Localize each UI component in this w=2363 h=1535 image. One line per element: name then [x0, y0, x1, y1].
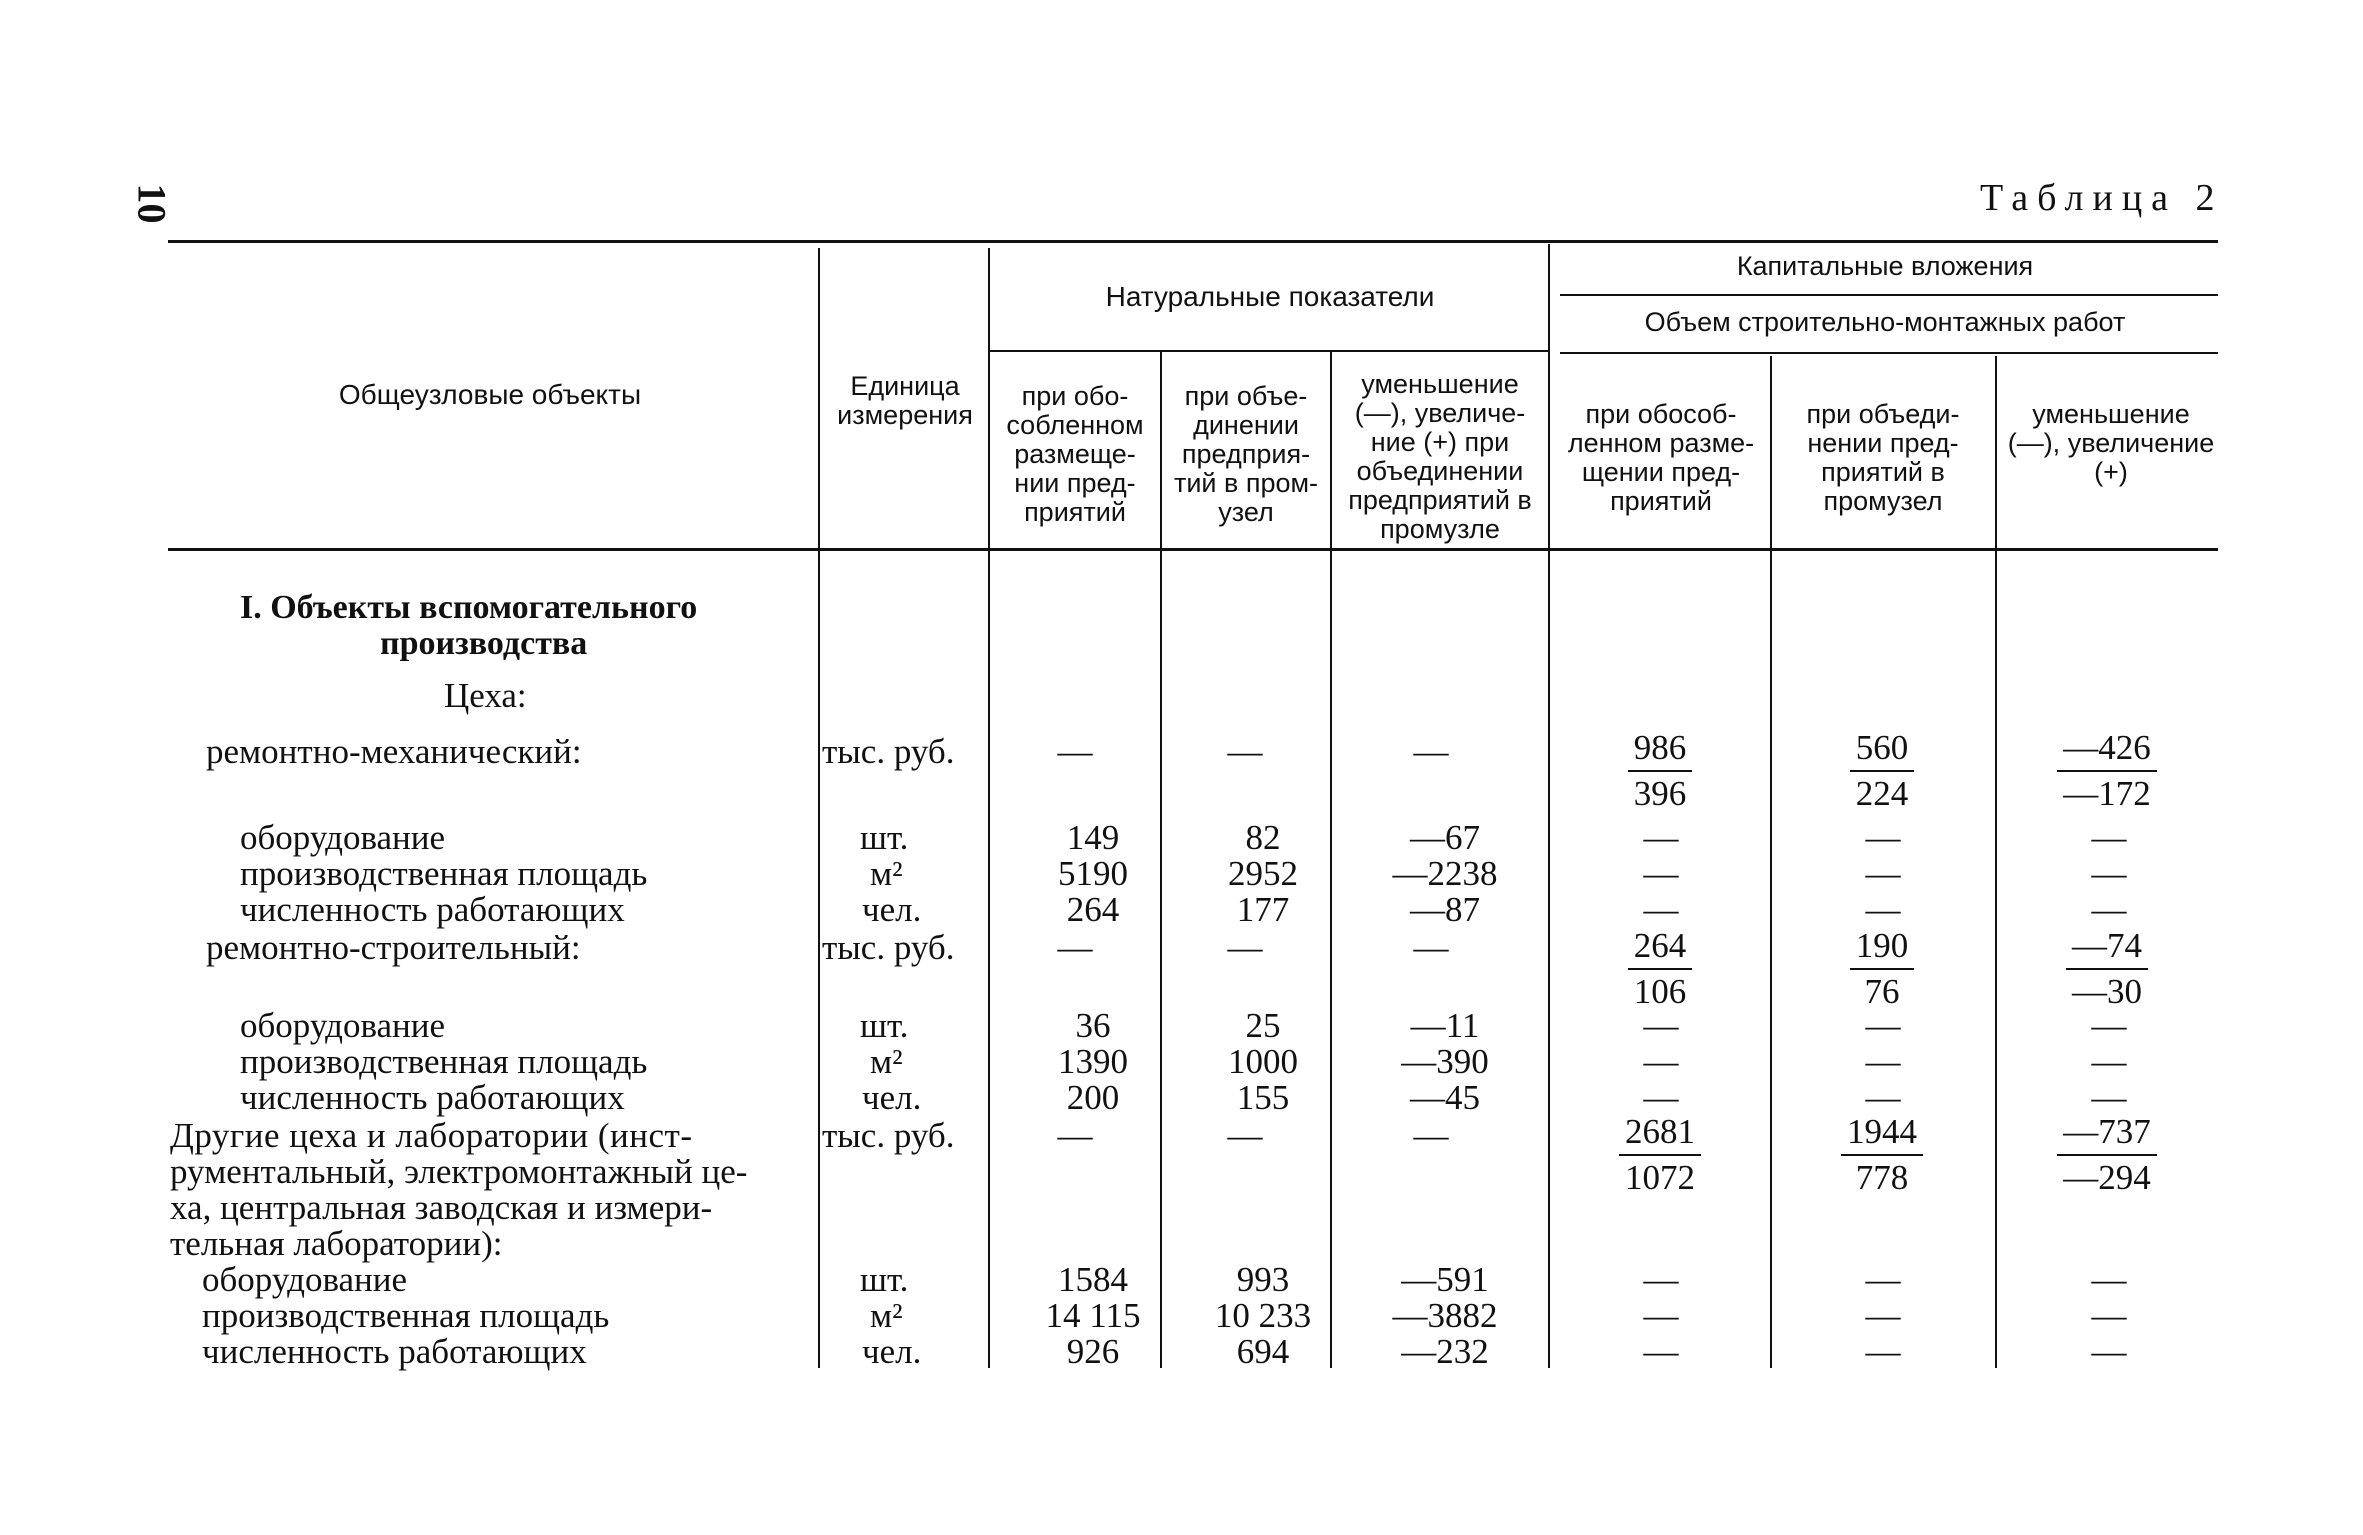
cell-n1: 264 — [1066, 890, 1120, 929]
cell-n3: —2238 — [1392, 854, 1498, 893]
cell-c2: — — [1865, 1296, 1901, 1335]
cell-n2: 177 — [1236, 890, 1290, 929]
cell-n1: — — [1057, 732, 1093, 771]
header-bottom-rule — [168, 548, 2218, 551]
cell-c2: — — [1865, 1332, 1901, 1371]
top-rule — [168, 240, 2218, 243]
row-name-line4: тельная лаборатории): — [170, 1224, 503, 1263]
section-title-line1: I. Объекты вспомогательного — [240, 589, 698, 626]
cell-n2: 25 — [1245, 1006, 1281, 1045]
header-cap-sep: при обособ-ленном разме-щении пред-приятий — [1567, 399, 1755, 516]
cell-c1-fraction — [1550, 726, 1770, 816]
header-nat-sep: при обо-собленном размеще-нии пред-приятий — [1006, 381, 1144, 527]
fraction-denominator: —172 — [2063, 774, 2151, 813]
construction-subrule — [1560, 352, 2218, 354]
cell-c3: — — [2091, 854, 2127, 893]
cell-n2: 1000 — [1228, 1042, 1298, 1081]
cell-c2-fraction — [1772, 924, 1992, 1014]
cell-c1: — — [1643, 890, 1679, 929]
fraction-numerator: 2681 — [1619, 1110, 1701, 1156]
fraction-numerator: 1944 — [1841, 1110, 1923, 1156]
cell-n1: 5190 — [1058, 854, 1128, 893]
cell-n3: —67 — [1410, 818, 1480, 857]
fraction-denominator: —294 — [2063, 1158, 2151, 1197]
cell-c1: — — [1643, 1260, 1679, 1299]
fraction-denominator: 778 — [1855, 1158, 1909, 1197]
cell-n3: — — [1413, 928, 1449, 967]
row-unit: шт. — [860, 1260, 909, 1299]
cell-n1: 1584 — [1058, 1260, 1128, 1299]
row-name-line2: рументальный, электромонтажный це- — [170, 1152, 748, 1191]
cell-n3: —11 — [1410, 1006, 1480, 1045]
fraction-denominator: 106 — [1633, 972, 1687, 1011]
cell-n2: — — [1227, 1116, 1263, 1155]
row-name-line1: Другие цеха и лаборатории (инст- — [170, 1116, 693, 1155]
cell-c3: — — [2091, 890, 2127, 929]
col-divider-unit — [818, 248, 820, 1368]
cell-n1: — — [1057, 1116, 1093, 1155]
cell-c3-fraction — [1997, 1110, 2217, 1200]
cell-n2: — — [1227, 928, 1263, 967]
cell-c1: — — [1643, 1332, 1679, 1371]
row-name: оборудование — [240, 818, 446, 857]
cell-c1: — — [1643, 1296, 1679, 1335]
cell-n1: 926 — [1066, 1332, 1120, 1371]
cell-c1-fraction — [1550, 924, 1770, 1014]
cell-c3-fraction — [1997, 924, 2217, 1014]
header-objects: Общеузловые объекты — [338, 379, 642, 410]
cell-n2: 155 — [1236, 1078, 1290, 1117]
cell-n1: 149 — [1066, 818, 1120, 857]
row-name: оборудование — [240, 1006, 446, 1045]
cell-c3: — — [2091, 1332, 2127, 1371]
cell-c3: — — [2091, 1006, 2127, 1045]
cell-c2-fraction — [1772, 1110, 1992, 1200]
row-unit: чел. — [862, 1332, 922, 1371]
col-divider-c3 — [1995, 356, 1997, 1368]
cell-c2: — — [1865, 818, 1901, 857]
cell-n2: 993 — [1236, 1260, 1290, 1299]
fraction-denominator: —30 — [2072, 972, 2142, 1011]
header-cap-joint: при объеди-нении пред-приятий в промузел — [1806, 399, 1960, 516]
header-natural: Натуральные показатели — [1105, 281, 1435, 312]
cell-c1: — — [1643, 1078, 1679, 1117]
col-divider-n1 — [988, 248, 990, 1368]
fraction-numerator: 190 — [1850, 924, 1915, 970]
fraction-numerator: —426 — [2057, 726, 2157, 772]
col-divider-c2 — [1770, 356, 1772, 1368]
cell-n2: 694 — [1236, 1332, 1290, 1371]
cell-c1-fraction — [1550, 1110, 1770, 1200]
row-unit: чел. — [862, 890, 922, 929]
cell-c2-fraction — [1772, 726, 1992, 816]
row-unit: шт. — [860, 1006, 909, 1045]
cell-n1: — — [1057, 928, 1093, 967]
header-nat-diff: уменьшение (—), увеличе-ние (+) при объединении предприятий в промузле — [1348, 369, 1532, 544]
cell-c2: — — [1865, 1078, 1901, 1117]
cell-c1: — — [1643, 1006, 1679, 1045]
fraction-denominator: 1072 — [1625, 1158, 1695, 1197]
row-name: производственная площадь — [240, 854, 648, 893]
cell-n1: 14 115 — [1045, 1296, 1141, 1335]
cell-n3: —3882 — [1392, 1296, 1498, 1335]
row-unit: м² — [870, 1296, 903, 1335]
header-construction: Объем строительно-монтажных работ — [1644, 307, 2126, 337]
fraction-numerator: —74 — [2066, 924, 2148, 970]
cell-n3: —87 — [1410, 890, 1480, 929]
row-name: численность работающих — [240, 1078, 625, 1117]
cell-n1: 1390 — [1058, 1042, 1128, 1081]
cell-c2: — — [1865, 1006, 1901, 1045]
cell-n2: — — [1227, 732, 1263, 771]
row-name: численность работающих — [202, 1332, 587, 1371]
cell-n3: —591 — [1401, 1260, 1489, 1299]
fraction-denominator: 76 — [1864, 972, 1900, 1011]
section-subtitle: Цеха: — [444, 676, 527, 715]
fraction-numerator: 264 — [1628, 924, 1693, 970]
row-name-line3: ха, центральная заводская и измери- — [170, 1188, 713, 1227]
natural-subrule — [990, 350, 1548, 352]
fraction-numerator: 560 — [1850, 726, 1915, 772]
row-name: производственная площадь — [202, 1296, 610, 1335]
section-title-line2: производства — [380, 625, 588, 662]
row-name: производственная площадь — [240, 1042, 648, 1081]
table-caption: Таблица 2 — [1980, 177, 2224, 219]
row-unit: шт. — [860, 818, 909, 857]
cell-n3: —390 — [1401, 1042, 1489, 1081]
cell-c3: — — [2091, 1260, 2127, 1299]
header-unit: Единица измерения — [837, 371, 973, 430]
row-unit: чел. — [862, 1078, 922, 1117]
header-nat-joint: при объе-динении предприя-тий в пром-узел — [1173, 381, 1319, 527]
fraction-numerator: —737 — [2057, 1110, 2157, 1156]
row-unit: тыс. руб. — [822, 1116, 955, 1155]
cell-n2: 10 233 — [1214, 1296, 1312, 1335]
cell-c2: — — [1865, 1260, 1901, 1299]
cell-c2: — — [1865, 854, 1901, 893]
cell-n3: — — [1413, 732, 1449, 771]
row-name: ремонтно-механический: — [206, 732, 582, 771]
cell-c3: — — [2091, 1296, 2127, 1335]
cell-n3: — — [1413, 1116, 1449, 1155]
capital-subrule — [1560, 294, 2218, 296]
cell-c1: — — [1643, 854, 1679, 893]
row-unit: тыс. руб. — [822, 928, 955, 967]
cell-n3: —45 — [1410, 1078, 1480, 1117]
row-name: оборудование — [202, 1260, 408, 1299]
cell-c3: — — [2091, 1042, 2127, 1081]
fraction-denominator: 224 — [1855, 774, 1909, 813]
fraction-numerator: 986 — [1628, 726, 1693, 772]
row-name: ремонтно-строительный: — [206, 928, 581, 967]
cell-c2: — — [1865, 890, 1901, 929]
fraction-denominator: 396 — [1633, 774, 1687, 813]
cell-c1: — — [1643, 1042, 1679, 1081]
cell-c1: — — [1643, 818, 1679, 857]
cell-n3: —232 — [1401, 1332, 1489, 1371]
cell-c3: — — [2091, 1078, 2127, 1117]
header-cap-diff: уменьшение (—), увеличение (+) — [2007, 399, 2215, 487]
cell-n2: 82 — [1245, 818, 1281, 857]
row-unit: м² — [870, 854, 903, 893]
page-number: 10 — [129, 183, 175, 224]
cell-c3-fraction — [1997, 726, 2217, 816]
header-capital: Капитальные вложения — [1736, 251, 2034, 281]
row-unit: м² — [870, 1042, 903, 1081]
cell-n1: 36 — [1075, 1006, 1111, 1045]
cell-n2: 2952 — [1228, 854, 1298, 893]
row-unit: тыс. руб. — [822, 732, 955, 771]
row-name: численность работающих — [240, 890, 625, 929]
cell-c3: — — [2091, 818, 2127, 857]
cell-n1: 200 — [1066, 1078, 1120, 1117]
cell-c2: — — [1865, 1042, 1901, 1081]
